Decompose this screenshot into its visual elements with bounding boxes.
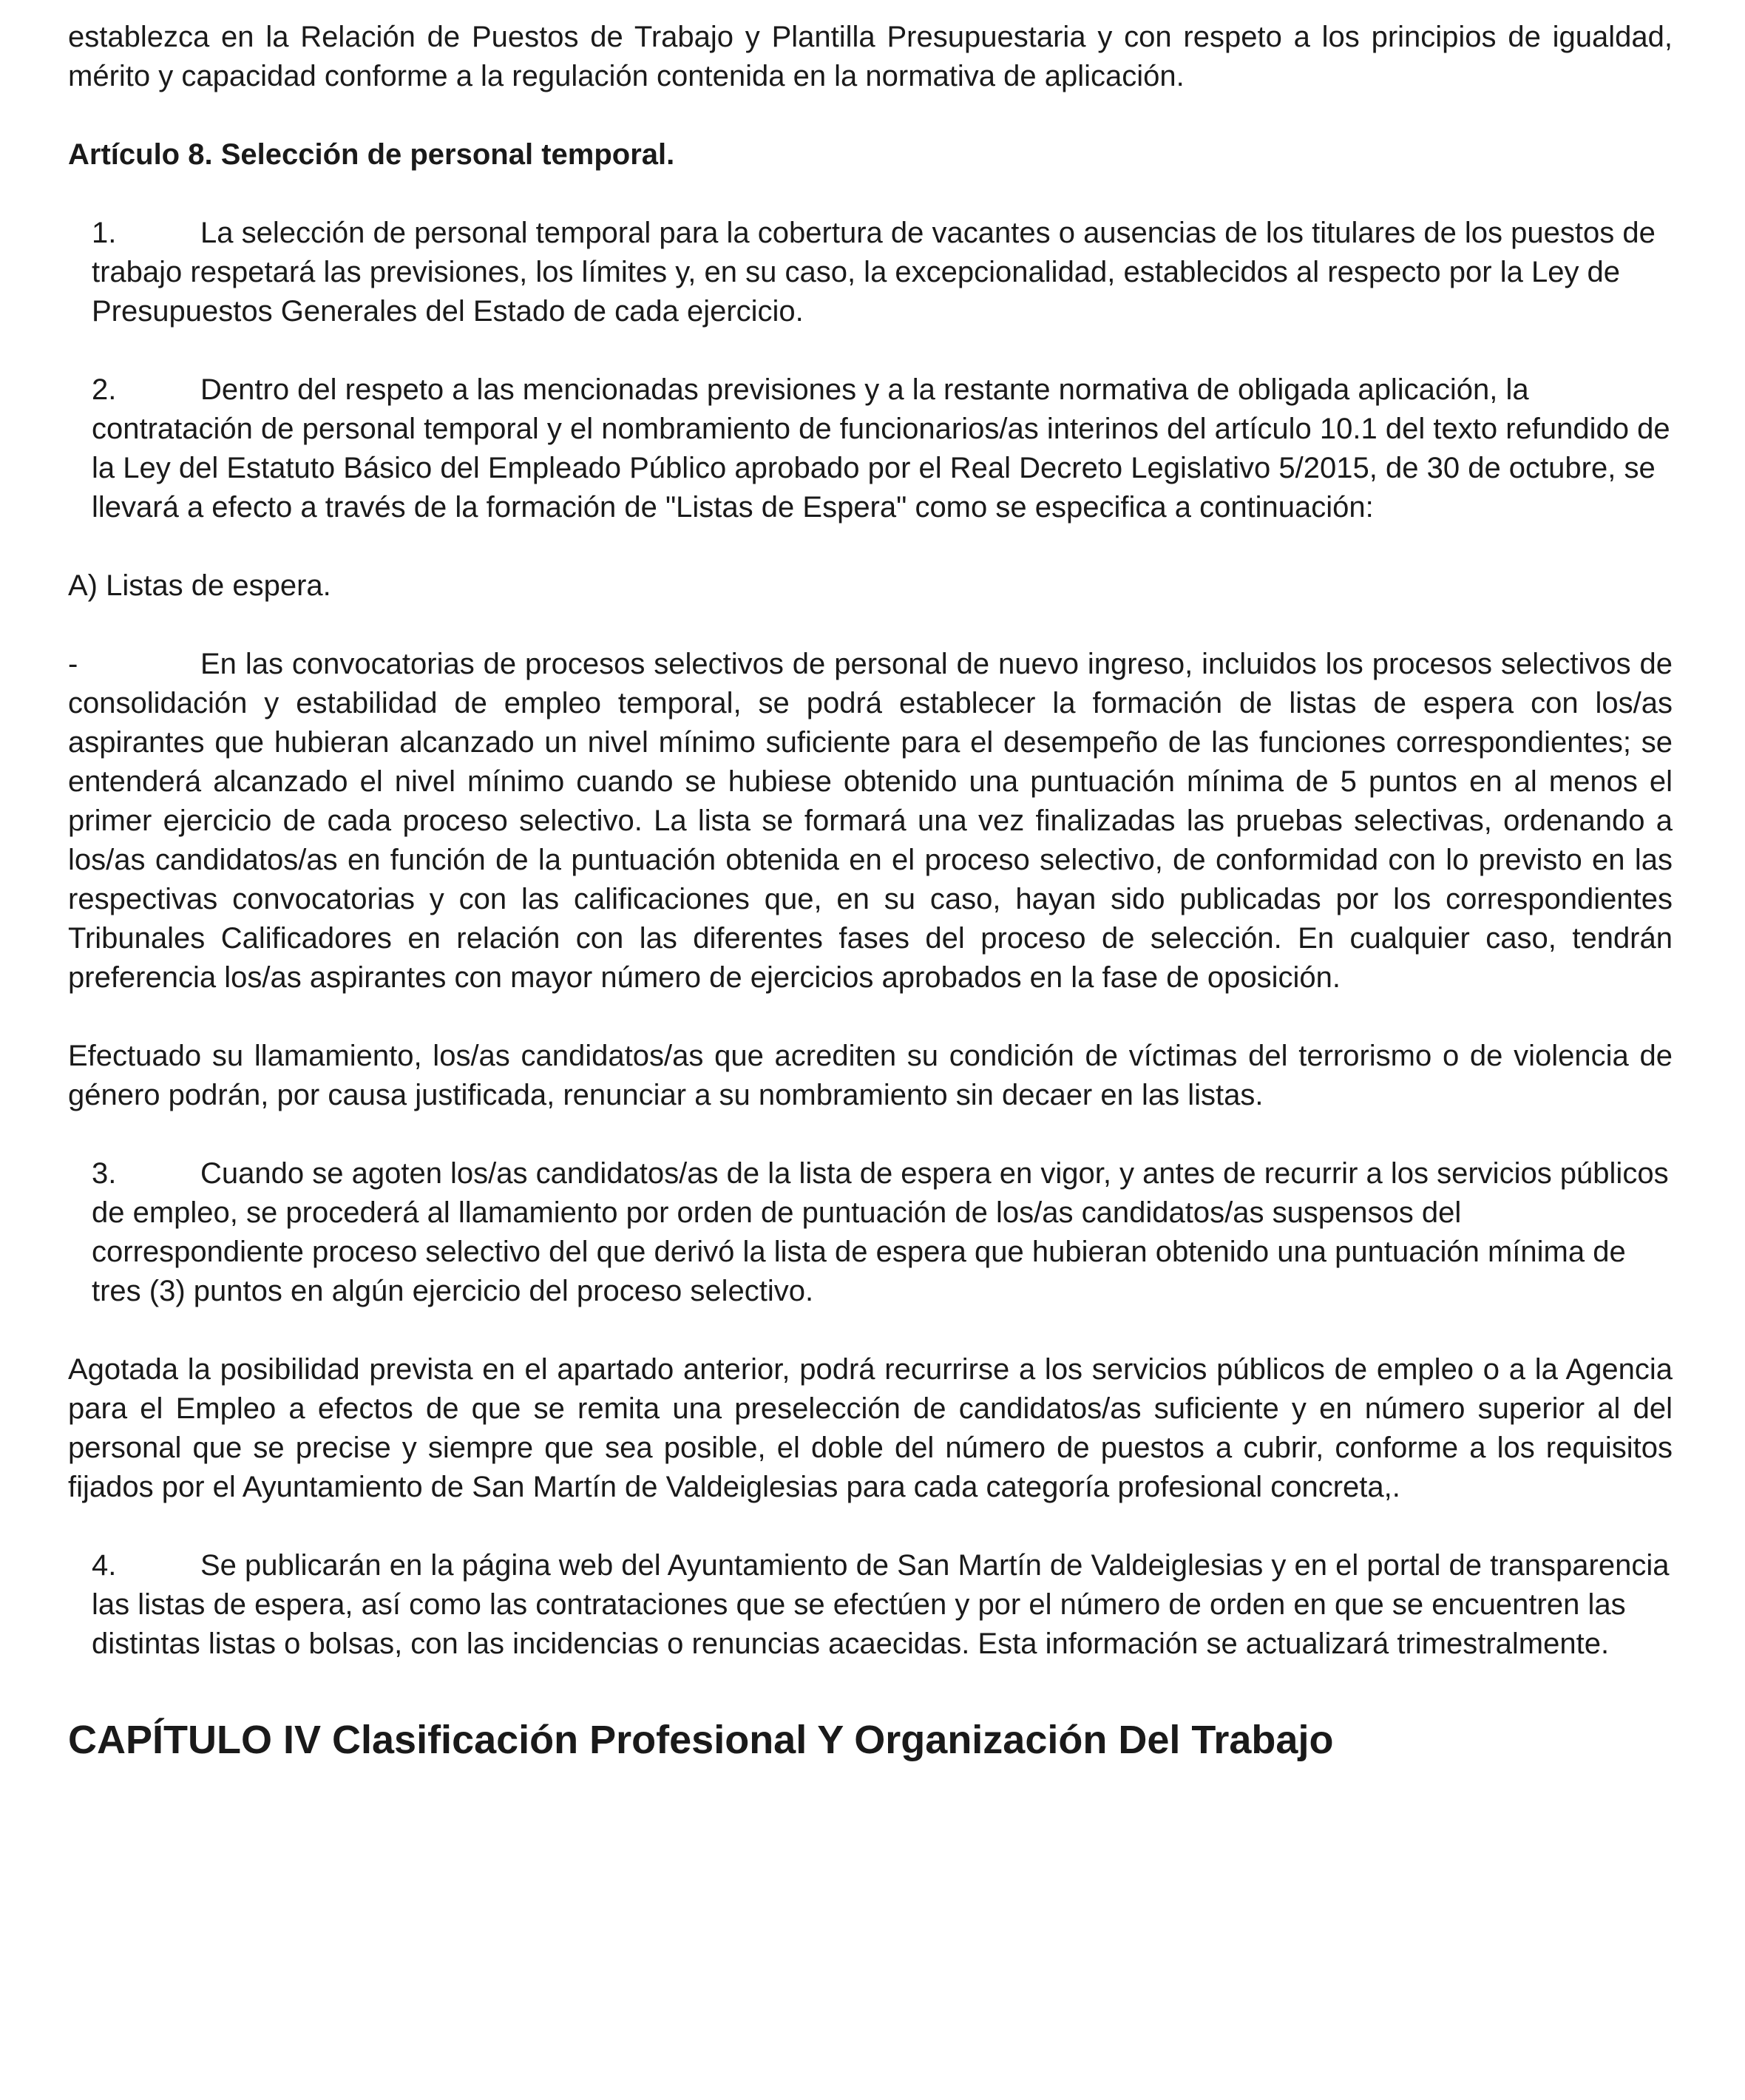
numbered-item-1 xyxy=(92,214,1673,331)
article-heading: Artículo 8. Selección de personal temporal. xyxy=(68,138,675,171)
dash-item-text: En las convocatorias de procesos selectivos de personal de nuevo ingreso, incluidos los procesos selectivos de consolidación y estabilidad de empleo temporal, se podrá establecer la formación de listas de espera con los/as aspirantes que hubieran alcanzado un nivel mínimo suficiente para el desempeño de las funciones correspondientes; se entenderá alcanzado el nivel mínimo cuando se hubiese obtenido una puntuación mínima de 5 puntos en al menos el primer ejercicio de cada proceso selectivo. La lista se formará una vez finalizadas las pruebas selectivas, ordenando a los/as candidatos/as en función de la puntuación obtenida en el proceso selectivo, de conformidad con lo previsto en las respectivas convocatorias y con las calificaciones que, en su caso, hayan sido publicadas por los correspondientes Tribunales Calificadores en relación con las diferentes fases del proceso de selección. En cualquier caso, tendrán preferencia los/as aspirantes con mayor número de ejercicios aprobados en la fase de oposición. xyxy=(68,648,1673,994)
numbered-item-4 xyxy=(92,1546,1673,1664)
numbered-item-3 xyxy=(92,1154,1673,1311)
item-text: Cuando se agoten los/as candidatos/as de la lista de espera en vigor, y antes de recurrir a los servicios públicos de empleo, se procederá al llamamiento por orden de puntuación de los/as candidatos/as suspensos del correspondiente proceso selectivo del que derivó la lista de espera que hubieran obtenido una puntuación mínima de tres (3) puntos en algún ejercicio del proceso selectivo. xyxy=(92,1157,1669,1307)
item-number: 3. xyxy=(92,1157,117,1190)
intro-paragraph: establezca en la Relación de Puestos de Trabajo y Plantilla Presupuestaria y con respeto a los principios de igualdad, mérito y capacidad conforme a la regulación contenida en la normativa de aplicación. xyxy=(68,21,1673,92)
agotada-paragraph: Agotada la posibilidad prevista en el apartado anterior, podrá recurrirse a los servicios públicos de empleo o a la Agencia para el Empleo a efectos de que se remita una preselección de candidatos/as suficiente y en número superior al del personal que se precise y siempre que sea posible, el doble del número de puestos a cubrir, conforme a los requisitos fijados por el Ayuntamiento de San Martín de Valdeiglesias para cada categoría profesional concreta,. xyxy=(68,1353,1673,1503)
item-text: Se publicarán en la página web del Ayuntamiento de San Martín de Valdeiglesias y en el portal de transparencia las listas de espera, así como las contrataciones que se efectúen y por el número de orden en que se encuentren las distintas listas o bolsas, con las incidencias o renuncias acaecidas. Esta información se actualizará trimestralmente. xyxy=(92,1549,1670,1660)
item-number: 4. xyxy=(92,1549,117,1582)
dash-list-item xyxy=(68,645,1673,998)
victims-paragraph: Efectuado su llamamiento, los/as candidatos/as que acrediten su condición de víctimas del terrorismo o de violencia de género podrán, por causa justificada, renunciar a su nombramiento sin decaer en las listas. xyxy=(68,1040,1673,1111)
item-text: Dentro del respeto a las mencionadas previsiones y a la restante normativa de obligada aplicación, la contratación de personal temporal y el nombramiento de funcionarios/as interinos del artículo 10.1 del texto refundido de la Ley del Estatuto Básico del Empleado Público aprobado por el Real Decreto Legislativo 5/2015, de 30 de octubre, se llevará a efecto a través de la formación de "Listas de Espera" como se especifica a continuación: xyxy=(92,373,1670,524)
document-page xyxy=(68,18,1673,1764)
item-number: 2. xyxy=(92,373,117,406)
item-text: La selección de personal temporal para la cobertura de vacantes o ausencias de los titulares de los puestos de trabajo respetará las previsiones, los límites y, en su caso, la excepcionalidad, establecidos al respecto por la Ley de Presupuestos Generales del Estado de cada ejercicio. xyxy=(92,217,1656,328)
item-number: 1. xyxy=(92,217,117,249)
subsection-heading-a: A) Listas de espera. xyxy=(68,569,331,602)
numbered-item-2 xyxy=(92,370,1673,527)
chapter-heading: CAPÍTULO IV Clasificación Profesional Y Organización Del Trabajo xyxy=(68,1718,1334,1762)
dash-bullet: - xyxy=(68,648,78,680)
